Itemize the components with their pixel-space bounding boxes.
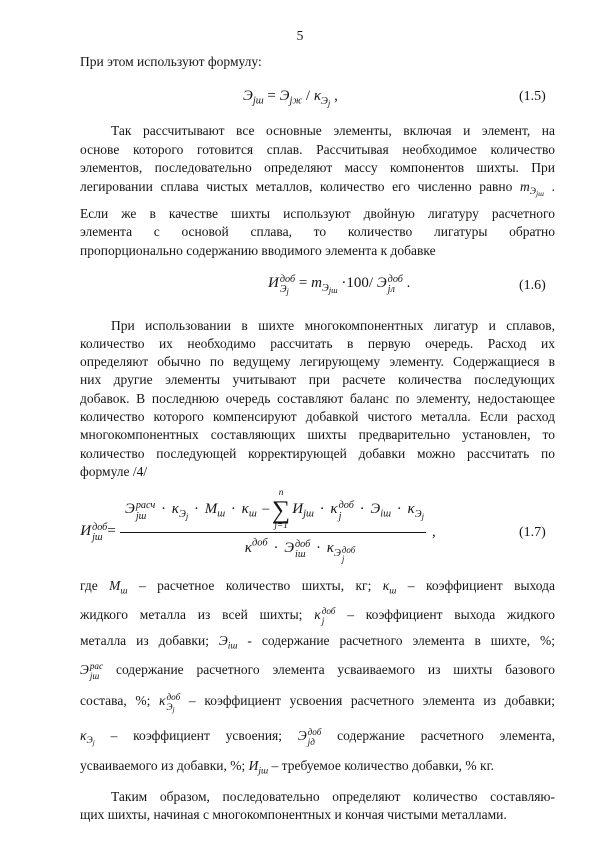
subscript	[322, 283, 338, 294]
subscript: ш	[248, 509, 257, 521]
sup-sub-stack	[280, 275, 295, 297]
sub-subscript: j	[172, 704, 175, 714]
line-text: – коэффициент усвоения;	[110, 728, 283, 743]
symbol-base: m	[520, 179, 530, 194]
equals-sign: =	[298, 275, 308, 291]
symbol-kappa-sh	[241, 501, 257, 521]
line-text: металла из добавки;	[80, 633, 209, 648]
symbol-base: Э	[370, 501, 381, 518]
equation-1-7-comma: ,	[432, 524, 436, 540]
subscript-main: Э	[178, 509, 186, 521]
where-line-7	[80, 757, 555, 780]
subscript: jш	[89, 670, 100, 681]
symbol-M-sh	[204, 501, 226, 521]
sup-sub-stack	[295, 540, 310, 560]
symbol-base: Э	[243, 88, 253, 104]
subscript: jш	[252, 95, 264, 107]
para2-line-7: многокомпонентных составляющих шихты предварительно установлен, то	[80, 427, 555, 442]
where-line-4	[80, 661, 555, 681]
symbol-base: M	[109, 578, 121, 593]
sup-sub-stack	[92, 523, 107, 543]
line-text: – расчетное количество шихты, кг;	[138, 578, 372, 593]
subscript-main: Э	[279, 284, 287, 296]
subscript: iш	[380, 509, 392, 521]
subscript-main: Э	[166, 701, 173, 712]
multiply-100-divide: ·100/	[341, 275, 374, 291]
subscript: jж	[289, 95, 303, 107]
fraction-denominator	[240, 537, 360, 565]
para3-line-2: щих шихты, начиная с многокомпонентных и кончая чистыми металлами.	[80, 807, 507, 822]
equals-sign: =	[267, 88, 276, 104]
symbol-I-jsh	[292, 501, 314, 521]
symbol-base: И	[80, 522, 92, 539]
sub-subscript: j	[92, 738, 95, 748]
subscript	[415, 509, 424, 520]
sub-subscript: j	[327, 97, 331, 108]
superscript: доб	[251, 537, 268, 549]
para1-line-2: основе которого готовится сплав. Рассчитывая необходимое количество	[80, 142, 555, 157]
symbol-base: κ	[171, 501, 179, 518]
line-text: усваиваемого из добавки, %;	[80, 758, 246, 773]
symbol-base: κ	[313, 88, 322, 104]
symbol-E-ish-dob	[284, 538, 311, 561]
punctuation: .	[406, 275, 411, 291]
symbol-E-jzh	[279, 88, 303, 107]
symbol-base: Э	[124, 501, 135, 518]
symbol-I-jsh	[248, 758, 269, 777]
equation-1-7-lhs	[74, 520, 122, 544]
minus-sign: −	[261, 501, 271, 518]
equation-number-1-6: (1.6)	[519, 278, 546, 293]
line-text: где	[80, 578, 98, 593]
sub-subscript: j	[286, 287, 289, 297]
subscript-main: Э	[321, 282, 329, 294]
para1-line-7: пропорционально содержанию вводимого элемента к добавке	[80, 243, 436, 258]
sub-subscript: jш	[328, 284, 338, 295]
sub-subscript: j	[185, 511, 189, 522]
symbol-base: κ	[407, 501, 415, 518]
symbol-kappa-j-dob	[330, 500, 354, 522]
equation-number-1-7: (1.7)	[519, 525, 546, 540]
line-text: – коэффициент усвоения расчетного элемента из добавки;	[188, 693, 556, 708]
symbol-E-jsh-ras	[80, 661, 104, 681]
multiply-dot: ·	[161, 501, 166, 518]
sub-subscript: jш	[535, 189, 544, 199]
symbol-base: m	[311, 275, 322, 291]
symbol-E-jsh-rasch	[124, 500, 156, 522]
subscript	[530, 187, 544, 197]
subscript: ш	[217, 509, 226, 521]
sup-sub-stack	[339, 501, 354, 521]
symbol-kappa-sh	[382, 578, 397, 597]
punctuation: .	[551, 179, 556, 194]
symbol-kappa-Ej	[407, 501, 425, 522]
superscript: доб	[387, 273, 403, 285]
subscript	[179, 509, 188, 520]
sigma-symbol: ∑	[272, 494, 291, 524]
multiply-dot: ·	[230, 501, 236, 518]
symbol-kappa-dob	[244, 537, 268, 556]
symbol-kappa-Ej-dob	[326, 540, 356, 565]
fraction-numerator	[122, 488, 427, 532]
sub-subscript: j	[341, 554, 345, 565]
symbol-E-jd-dob	[297, 727, 322, 747]
para2-line-8: количество последующей корректирующей добавки можно рассчитать по	[80, 446, 555, 461]
subscript: j	[321, 615, 325, 626]
intro-text: При этом используют формулу:	[80, 54, 262, 69]
sub-subscript: j	[421, 511, 425, 522]
summation-upper-limit: n	[278, 487, 284, 498]
para1-line-4	[80, 178, 555, 202]
superscript: доб	[321, 606, 336, 617]
subscript	[86, 736, 94, 746]
para2-line-2: количество их необходимо рассчитать в первую очередь. Расход их	[80, 336, 555, 351]
subscript: ш	[389, 586, 397, 597]
symbol-base: κ	[159, 693, 166, 708]
subscript: jл	[387, 284, 395, 296]
symbol-m-Ejsh	[311, 275, 338, 295]
symbol-base: κ	[382, 578, 390, 593]
superscript: доб	[307, 727, 322, 738]
where-line-3	[80, 632, 555, 655]
denominator-row	[245, 534, 355, 565]
where-line-1	[80, 577, 555, 600]
numerator-row	[125, 489, 424, 532]
subscript: iш	[295, 549, 306, 561]
para2-line-6: количество которого компенсируют добавкой чистого металла. Если расход	[80, 409, 555, 424]
symbol-base: M	[204, 501, 218, 518]
superscript: рас	[89, 661, 104, 672]
symbol-base: И	[248, 758, 259, 773]
line-text: – требуемое количество добавки, % кг.	[271, 758, 494, 773]
para1-line-1: Так рассчитывают все основные элементы, включая и элемент, на	[111, 123, 555, 138]
symbol-base: И	[268, 275, 279, 291]
multiply-dot: ·	[396, 501, 402, 518]
symbol-base: Э	[80, 662, 89, 677]
subscript	[167, 703, 181, 713]
multiply-dot: ·	[359, 501, 365, 518]
symbol-base: И	[292, 501, 304, 518]
symbol-kappa-Ej	[80, 728, 95, 748]
subscript: jш	[303, 509, 314, 521]
equation-1-5	[243, 85, 338, 114]
subscript-main: Э	[86, 736, 93, 747]
sup-sub-stack	[136, 501, 155, 521]
symbol-E-ish	[370, 501, 392, 521]
line-text: содержание расчетного элемента усваиваемого из шихты базового	[115, 662, 555, 677]
line-text: состава, %;	[80, 693, 151, 708]
subscript: jш	[135, 510, 147, 522]
division-slash: /	[305, 88, 311, 104]
para2-line-3: определяют обычно по ведущему легирующему элементу. Содержащиеся в	[80, 354, 555, 369]
summation	[272, 489, 290, 532]
para2-line-1: При использовании в шихте многокомпонентных лигатур и сплавов,	[111, 318, 555, 333]
sup-sub-stack	[322, 607, 336, 625]
symbol-base: κ	[326, 540, 334, 556]
symbol-base: κ	[314, 607, 321, 622]
multiply-dot: ·	[319, 501, 325, 518]
lhs-row	[80, 521, 116, 543]
superscript: доб	[341, 545, 356, 556]
line-text: жидкого металла из всей шихты;	[80, 607, 303, 622]
subscript-main: Э	[414, 509, 422, 521]
symbol-base: κ	[241, 501, 249, 518]
symbol-base: Э	[218, 633, 228, 648]
subscript: iш	[227, 641, 238, 652]
superscript: доб	[338, 500, 354, 512]
line-text: – коэффициент выхода жидкого	[347, 607, 556, 622]
subscript	[321, 96, 330, 107]
sup-sub-stack	[388, 275, 403, 295]
where-line-6	[80, 727, 555, 751]
sup-sub-stack	[90, 662, 103, 680]
line-text: – коэффициент выхода	[407, 578, 555, 593]
superscript: доб	[279, 273, 296, 285]
symbol-base: Э	[279, 88, 290, 104]
equation-number-1-5: (1.5)	[519, 89, 546, 104]
sup-sub-stack	[308, 728, 322, 746]
punctuation: ,	[334, 88, 338, 104]
multiply-dot: ·	[193, 501, 199, 518]
para1-line-5: Если же в качестве шихты используют двойную лигатуру расчетного	[80, 206, 555, 221]
symbol-m-Ejsh	[520, 179, 544, 199]
equals-sign: =	[107, 522, 116, 539]
superscript: расч	[135, 500, 156, 512]
para2-line-9: формуле /4/	[80, 464, 148, 479]
page-number: 5	[296, 28, 304, 43]
symbol-base: Э	[297, 728, 307, 743]
symbol-base: Э	[376, 275, 387, 291]
symbol-base: κ	[80, 728, 87, 743]
line-text: - содержание расчетного элемента в шихте, %;	[247, 633, 555, 648]
subscript: jш	[92, 531, 103, 543]
symbol-E-jsh	[243, 88, 264, 107]
subscript-main: Э	[321, 95, 328, 107]
para2-line-4: них другие элементы учитывают при расчете количества последующих	[80, 372, 555, 387]
symbol-I-jsh-dob	[80, 521, 108, 543]
sup-sub-stack	[342, 546, 355, 564]
subscript	[333, 545, 356, 565]
where-line-2	[80, 606, 555, 626]
superscript: доб	[166, 692, 181, 703]
superscript: доб	[92, 521, 108, 533]
sup-sub-stack	[167, 693, 181, 713]
equation-1-6	[268, 272, 410, 301]
subscript: j	[338, 510, 342, 522]
symbol-I-Ej-dob	[268, 273, 296, 297]
summation-lower-limit: j=1	[274, 521, 288, 532]
line-text: легировании сплава чистых металлов, количество его численно равно	[80, 179, 513, 194]
symbol-kappa-Ej	[313, 88, 331, 108]
para1-line-3: элементов, последовательно определяют массу компонентов шихты. При	[80, 160, 555, 175]
multiply-dot: ·	[273, 540, 279, 556]
symbol-E-ish	[218, 633, 238, 652]
subscript-main: Э	[333, 547, 341, 559]
subscript: ш	[120, 586, 128, 597]
para2-line-5: добавок. В последнюю очередь составляют баланс по элементу, недостающее	[80, 391, 555, 406]
multiply-dot: ·	[316, 540, 322, 556]
para1-line-6: элемента с основой сплава, то количество лигатуры обратно	[80, 224, 555, 239]
symbol-kappa-j-dob	[314, 606, 336, 626]
symbol-base: Э	[284, 540, 295, 556]
subscript: jд	[307, 736, 315, 747]
where-line-5	[80, 692, 555, 713]
symbol-E-jl-dob	[376, 273, 403, 296]
symbol-base: κ	[244, 540, 252, 556]
symbol-kappa-Ej	[171, 501, 189, 522]
symbol-base: κ	[330, 501, 338, 518]
subscript-main: Э	[529, 187, 536, 198]
line-text: содержание расчетного элемента,	[337, 728, 556, 743]
superscript: доб	[295, 538, 311, 550]
subscript	[280, 285, 295, 296]
para3-line-1: Таким образом, последовательно определяют количество составляю-	[111, 789, 555, 804]
symbol-M-sh	[109, 578, 128, 597]
subscript: jш	[258, 766, 269, 777]
symbol-kappa-Ej-dob	[159, 692, 181, 714]
